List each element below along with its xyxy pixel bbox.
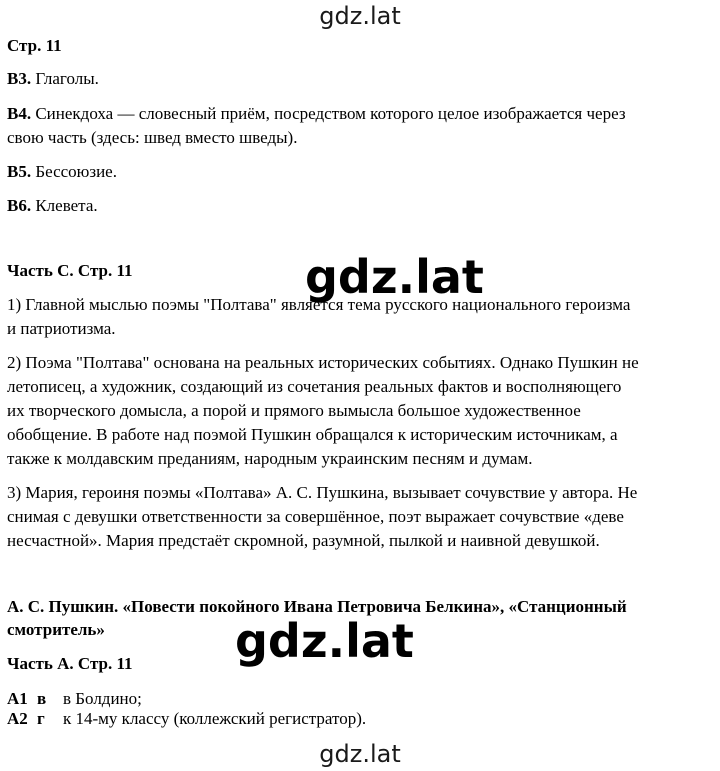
answer-key: А2 [7, 709, 28, 728]
part-c-line: 2) Поэма "Полтава" основана на реальных исторических событиях. Однако Пушкин не [7, 353, 639, 372]
part-c-line: 3) Мария, героиня поэмы «Полтава» А. С. Пушкина, вызывает сочувствие у автора. Не [7, 483, 638, 502]
answer-b4-cont: свою часть (здесь: швед вместо шведы). [7, 128, 298, 147]
answer-letter: в [37, 689, 47, 708]
answer-b3: В3. Глаголы. [7, 69, 99, 88]
answer-a2 [7, 706, 366, 731]
part-c-line: и патриотизма. [7, 319, 116, 338]
answer-b6: В6. Клевета. [7, 196, 98, 215]
part-c-line: несчастной». Мария предстаёт скромной, разумной, пылкой и наивной девушкой. [7, 531, 600, 550]
part-c-line: обобщение. В работе над поэмой Пушкин обращался к историческим источникам, а [7, 425, 618, 444]
answer-b4: В4. Синекдоха — словесный приём, посредством которого целое изображается через [7, 104, 626, 123]
page-heading: Стр. 11 [7, 36, 62, 55]
section-title: А. С. Пушкин. «Повести покойного Ивана Петровича Белкина», «Станционный [7, 597, 627, 616]
watermark-center: gdz.lat [305, 250, 484, 304]
watermark-lower: gdz.lat [235, 614, 414, 668]
part-c-line: снимая с девушки ответственности за совершённое, поэт выражает сочувствие «деве [7, 507, 624, 526]
part-c-line: летописец, а художник, создающий из сочетания реальных фактов и восполняющего [7, 377, 622, 396]
watermark-bottom: gdz.lat [319, 740, 401, 768]
section-title-cont: смотритель» [7, 620, 105, 639]
part-c-heading: Часть С. Стр. 11 [7, 261, 133, 280]
part-c-line: их творческого домысла, а порой и прямого вымысла большое художественное [7, 401, 581, 420]
answer-text: в Болдино; [63, 689, 142, 708]
answer-b5: В5. Бессоюзие. [7, 162, 117, 181]
answer-letter: г [37, 709, 45, 728]
watermark-top: gdz.lat [319, 2, 401, 30]
part-c-line: также к молдавским преданиям, народным украинским песням и думам. [7, 449, 533, 468]
answer-text: к 14-му классу (коллежский регистратор). [63, 709, 367, 728]
part-c-line: 1) Главной мыслью поэмы "Полтава" является тема русского национального героизма [7, 295, 631, 314]
answer-key: А1 [7, 689, 28, 708]
part-a-heading: Часть А. Стр. 11 [7, 654, 133, 673]
